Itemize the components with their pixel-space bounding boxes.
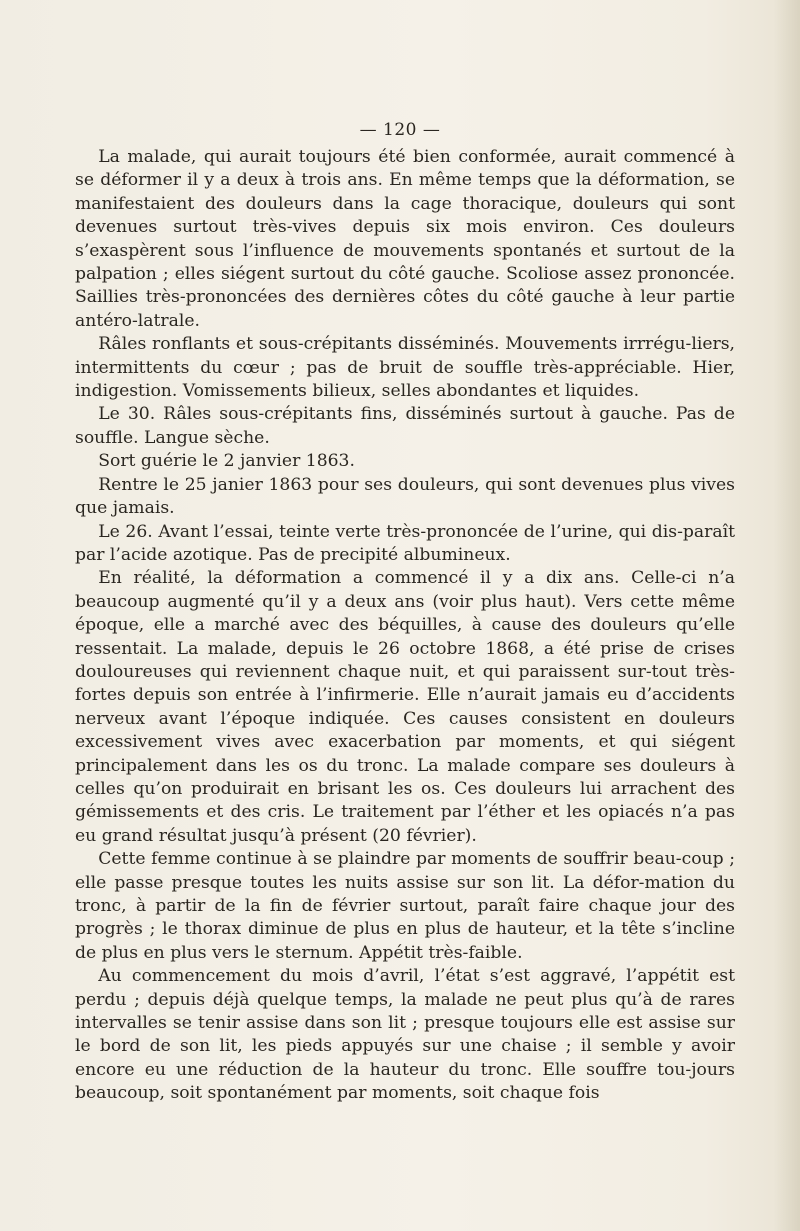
paragraph-1: La malade, qui aurait toujours été bien conformée, aurait commencé à se déformer il y a deux à trois ans. En même temps que la déformation, se manifestaient des douleurs dans la cage thoracique, douleurs qui sont devenues surtout très-vives depuis six mois environ. Ces douleurs s’exaspèrent sous l’influence de mouvements spontanés et surtout de la palpation ; elles siégent surtout du côté gauche. Scoliose assez prononcée. Saillies très-prononcées des dernières côtes du côté gauche à leur partie antéro-latrale. <box>75 147 735 331</box>
paragraph-9: Au commencement du mois d’avril, l’état s’est aggravé, l’appétit est perdu ; depuis déjà quelque temps, la malade ne peut plus qu’à de rares intervalles se tenir assise dans son lit ; presque toujours elle est assise sur le bord de son lit, les pieds appuyés sur une chaise ; il semble y avoir encore eu une réduction de la hauteur du tronc. Elle souffre tou-jours beaucoup, soit spontanément par moments, soit chaque fois <box>75 966 735 1104</box>
paragraph-5: Rentre le 25 janier 1863 pour ses douleurs, qui sont devenues plus vives que jamais. <box>75 474 735 519</box>
page-edge-shadow <box>774 0 800 1231</box>
paragraph-6: Le 26. Avant l’essai, teinte verte très-prononcée de l’urine, qui dis-paraît par l’acide azotique. Pas de precipité albumineux. <box>75 521 735 565</box>
paragraph-3: Le 30. Râles sous-crépitants fins, disséminés surtout à gauche. Pas de souffle. Langue sèche. <box>75 404 735 448</box>
paragraph-2: Râles ronflants et sous-crépitants disséminés. Mouvements irrrégu-liers, intermittents du cœur ; pas de bruit de souffle très-appréciable. Hier, indigestion. Vomissements bilieux, selles abondantes et liquides. <box>75 334 735 402</box>
page-number: — 120 — <box>359 120 441 140</box>
body-text <box>75 146 735 1106</box>
paragraph-7: En réalité, la déformation a commencé il y a dix ans. Celle-ci n’a beaucoup augmenté qu’il y a deux ans (voir plus haut). Vers cette même époque, elle a marché avec des béquilles, à cause des douleurs qu’elle ressentait. La malade, depuis le 26 octobre 1868, a été prise de crises douloureuses qui reviennent chaque nuit, et qui paraissent sur-tout très-fortes depuis son entrée à l’infirmerie. Elle n’aurait jamais eu d’accidents nerveux avant l’époque indiquée. Ces causes consistent en douleurs excessivement vives avec exacerbation par moments, et qui siégent principalement dans les os du tronc. La malade compare ses douleurs à celles qu’on produirait en brisant les os. Ces douleurs lui arrachent des gémissements et des cris. Le traitement par l’éther et les opiacés n’a pas eu grand résultat jusqu’à présent (20 février). <box>75 568 735 846</box>
paragraph-8: Cette femme continue à se plaindre par moments de souffrir beau-coup ; elle passe presque toutes les nuits assise sur son lit. La défor-mation du tronc, à partir de la fin de février surtout, paraît faire chaque jour des progrès ; le thorax diminue de plus en plus de hauteur, et la tête s’incline de plus en plus vers le sternum. Appétit très-faible. <box>75 849 735 963</box>
paragraph-4: Sort guérie le 2 janvier 1863. <box>98 451 355 472</box>
